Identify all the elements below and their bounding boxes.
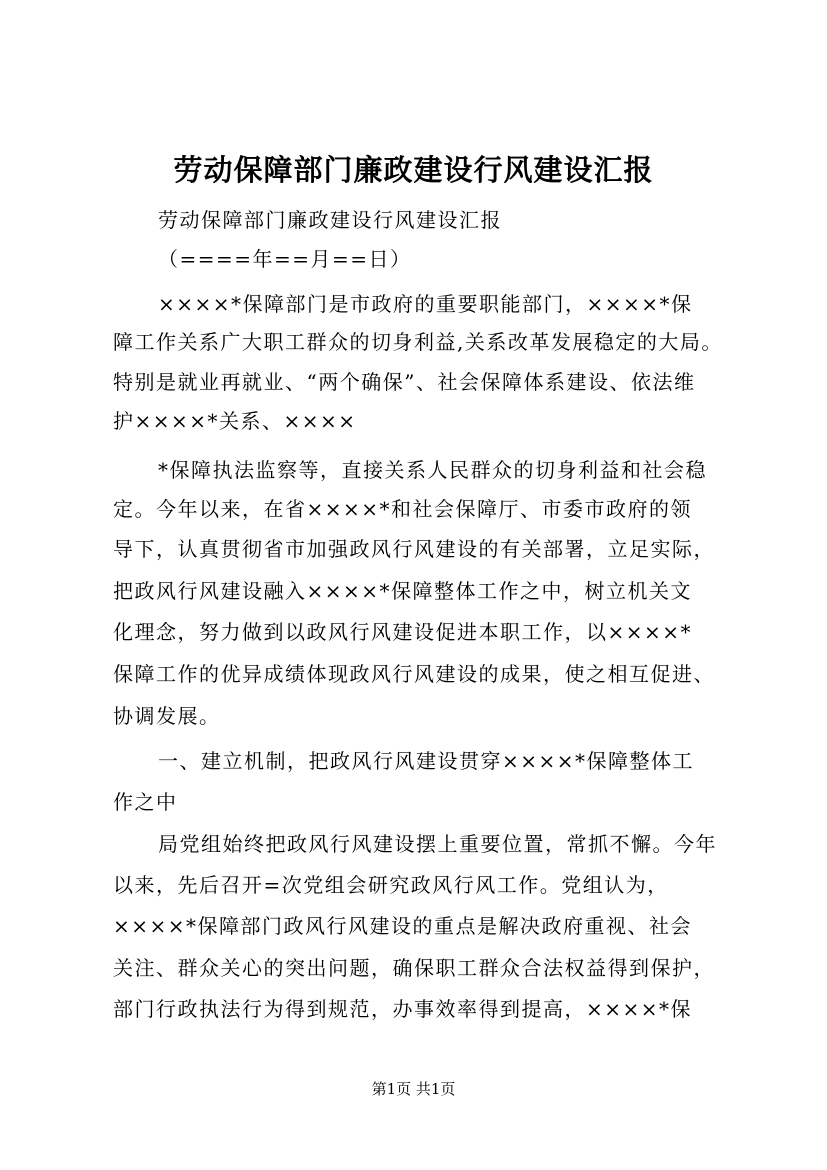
body-line: 把政风行风建设融入××××*保障整体工作之中，树立机关文	[113, 579, 693, 603]
body-line: 障工作关系广大职工群众的切身利益,关系改革发展稳定的大局。	[113, 330, 723, 354]
body-line: 保障工作的优异成绩体现政风行风建设的成果，使之相互促进、	[113, 662, 715, 686]
body-line: 特别是就业再就业、“两个确保”、社会保障体系建设、依法维	[113, 370, 696, 394]
body-line: 导下，认真贯彻省市加强政风行风建设的有关部署，立足实际，	[113, 537, 715, 561]
body-line: 定。今年以来，在省××××*和社会保障厅、市委市政府的领	[113, 497, 693, 521]
section-heading: 一、建立机制，把政风行风建设贯穿××××*保障整体工	[158, 749, 695, 773]
body-line: 护××××*关系、××××	[113, 409, 357, 433]
body-line: *保障执法监察等，直接关系人民群众的切身利益和社会稳	[158, 458, 707, 482]
body-line: 以来，先后召开=次党组会研究政风行风工作。党组认为，	[113, 873, 669, 897]
body-line: 关注、群众关心的突出问题，确保职工群众合法权益得到保护，	[113, 956, 715, 980]
body-line: 协调发展。	[113, 704, 221, 728]
body-line: ××××*保障部门是市政府的重要职能部门，××××*保	[158, 292, 693, 316]
body-line: 部门行政执法行为得到规范，办事效率得到提高，××××*保	[113, 997, 693, 1021]
body-line: ××××*保障部门政风行风建设的重点是解决政府重视、社会	[113, 914, 693, 938]
body-line: 局党组始终把政风行风建设摆上重要位置，常抓不懈。今年	[158, 832, 717, 856]
subtitle-line: 劳动保障部门廉政建设行风建设汇报	[158, 208, 502, 232]
date-line: （====年==月==日）	[158, 247, 412, 271]
section-heading: 作之中	[113, 790, 178, 814]
page-footer: 第1页 共1页	[371, 1080, 456, 1098]
body-line: 化理念，努力做到以政风行风建设促进本职工作，以××××*	[113, 620, 693, 644]
document-title: 劳动保障部门廉政建设行风建设汇报	[173, 153, 654, 187]
